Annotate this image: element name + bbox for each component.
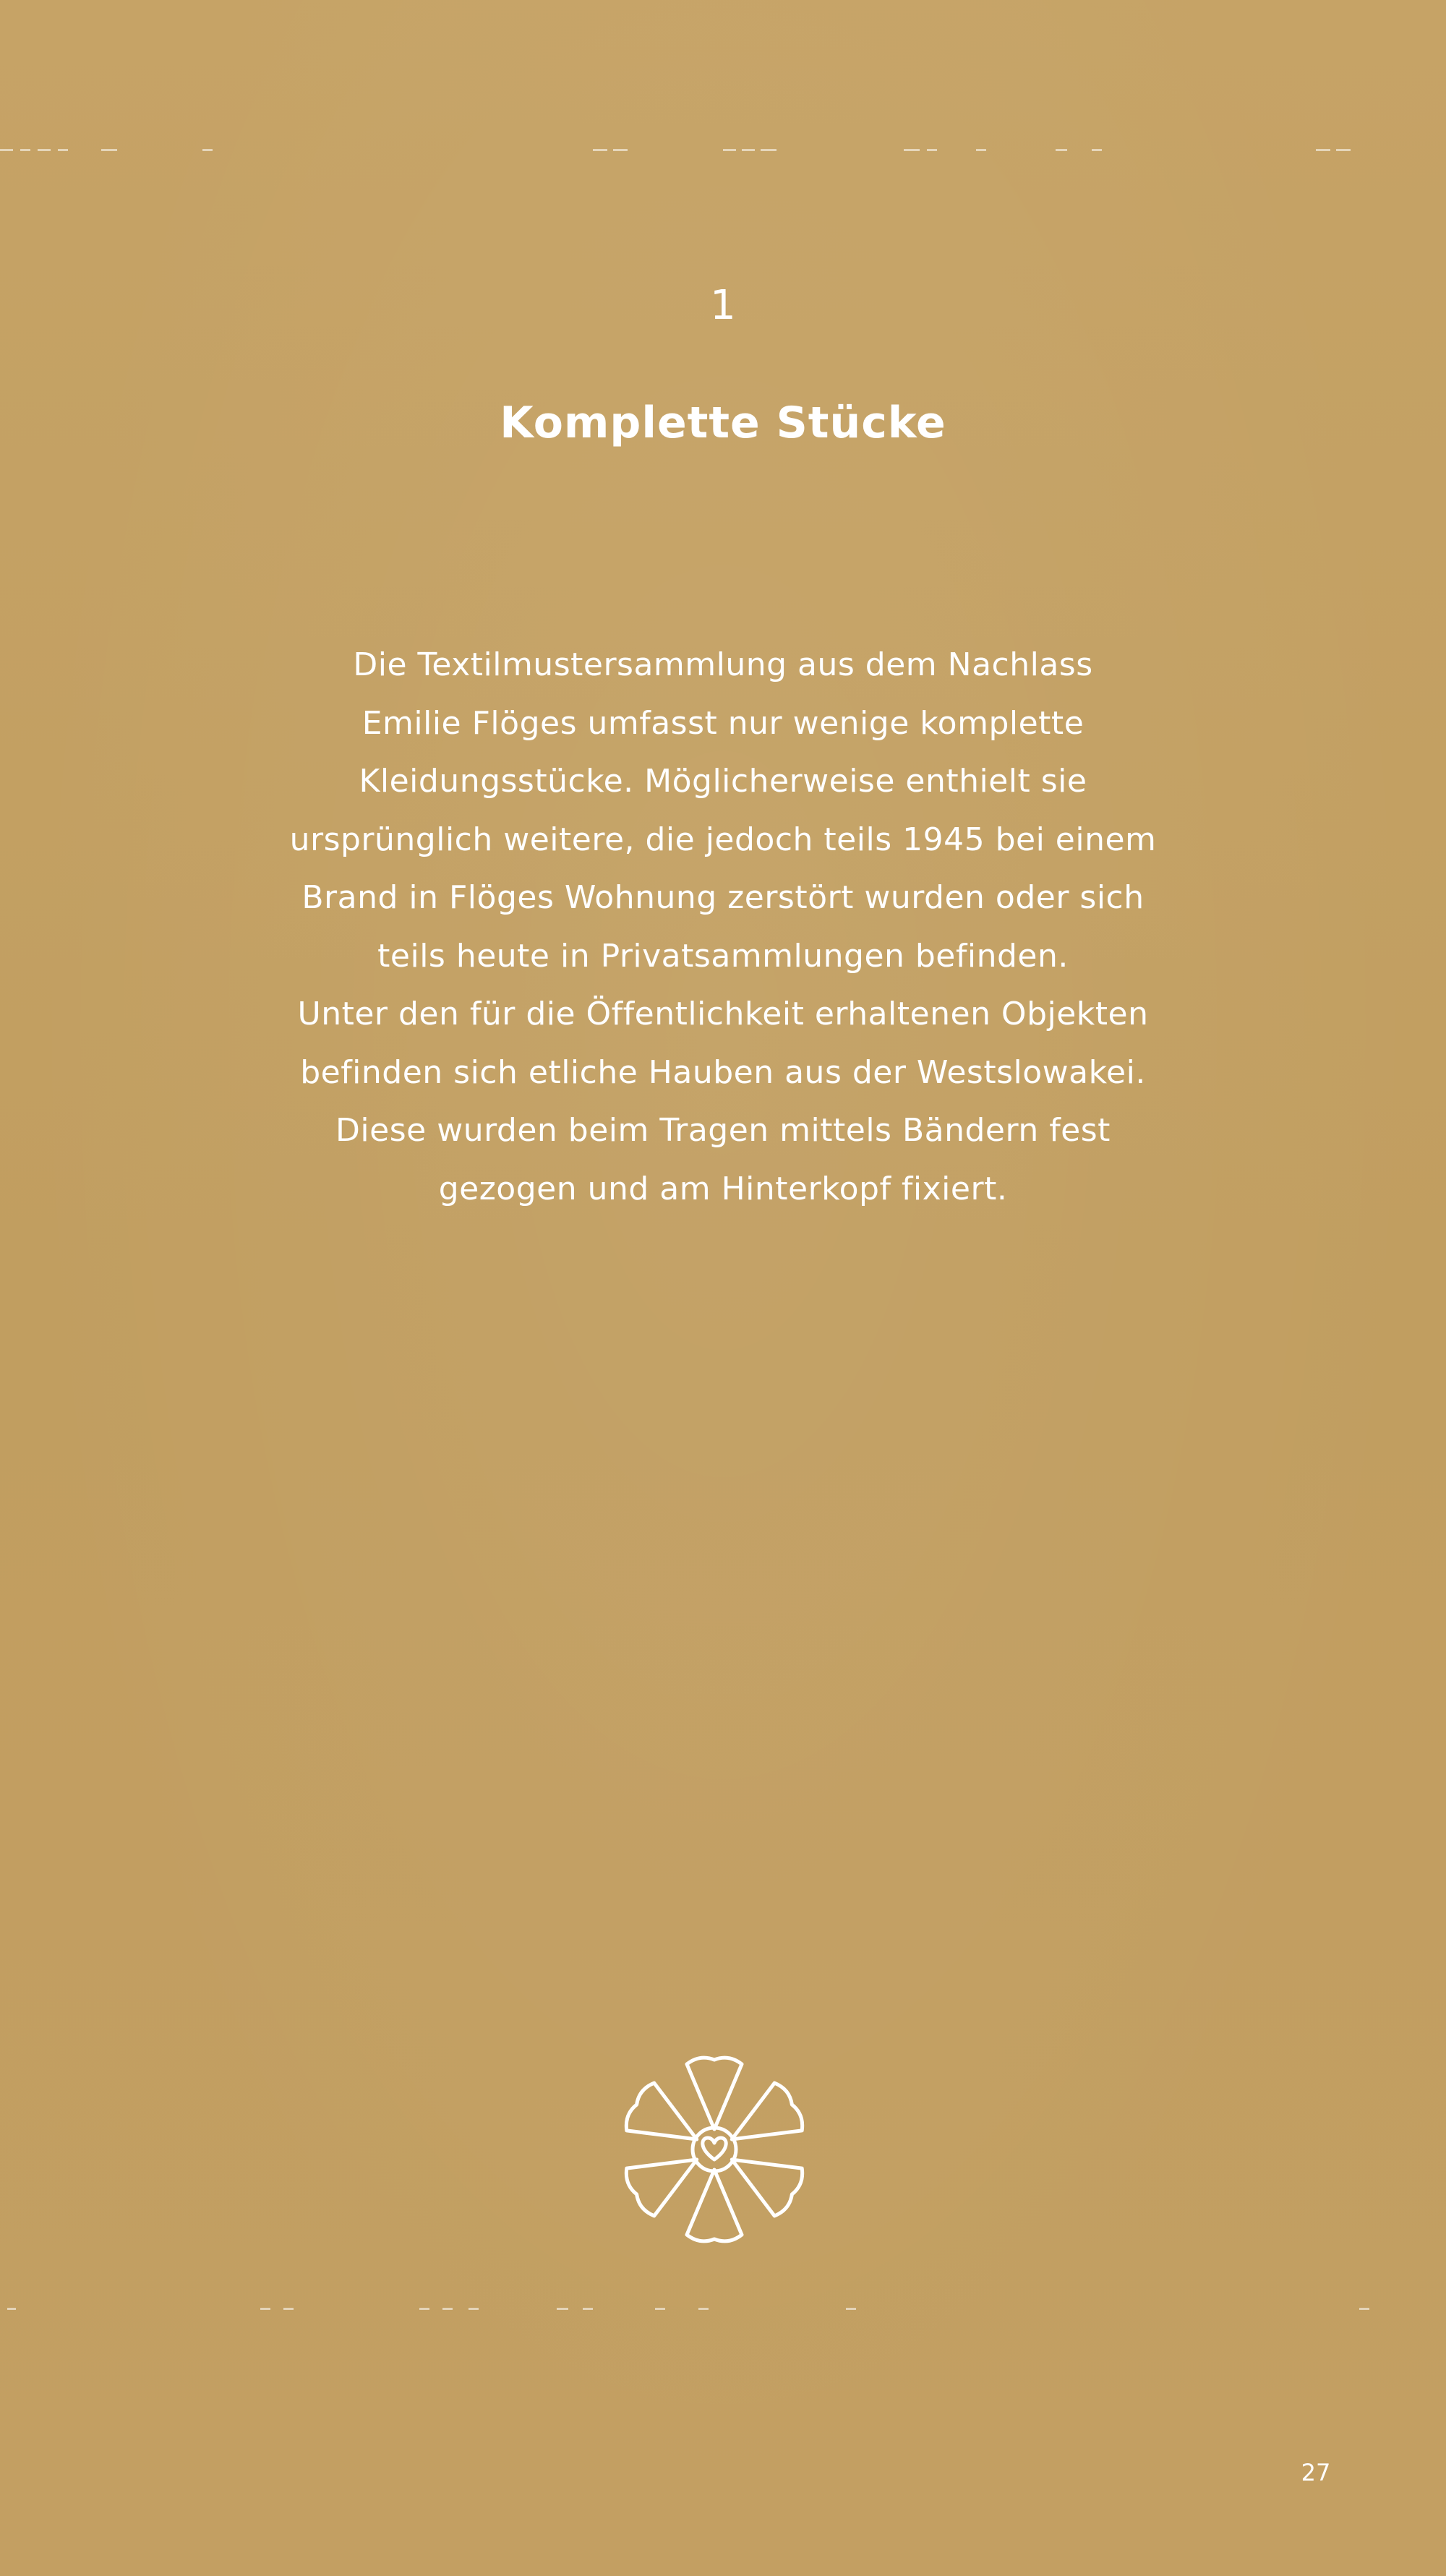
body-line: teils heute in Privatsammlungen befinden. xyxy=(377,937,1069,975)
bottom-dashed-rule xyxy=(0,2308,1446,2310)
flower-heart-icon xyxy=(617,2052,812,2247)
body-line: Brand in Flöges Wohnung zerstört wurden oder sich xyxy=(301,879,1145,916)
body-paragraph xyxy=(217,636,1229,1218)
page-number: 27 xyxy=(1301,2459,1331,2486)
body-line: Kleidungsstücke. Möglicherweise enthielt sie xyxy=(359,763,1087,800)
body-line: Unter den für die Öffentlichkeit erhaltenen Objekten xyxy=(297,996,1149,1032)
body-line: ursprünglich weitere, die jedoch teils 1945 bei einem xyxy=(289,821,1157,858)
body-line: gezogen und am Hinterkopf fixiert. xyxy=(438,1170,1008,1207)
body-line: befinden sich etliche Hauben aus der Westslowakei. xyxy=(300,1053,1146,1091)
body-line: Diese wurden beim Tragen mittels Bändern fest xyxy=(335,1112,1111,1149)
body-line: Emilie Flöges umfasst nur wenige komplette xyxy=(362,704,1084,742)
top-dashed-rule xyxy=(0,149,1446,151)
body-line: Die Textilmustersammlung aus dem Nachlass xyxy=(353,646,1093,683)
chapter-title: Komplette Stücke xyxy=(500,398,946,448)
chapter-number: 1 xyxy=(710,282,736,329)
